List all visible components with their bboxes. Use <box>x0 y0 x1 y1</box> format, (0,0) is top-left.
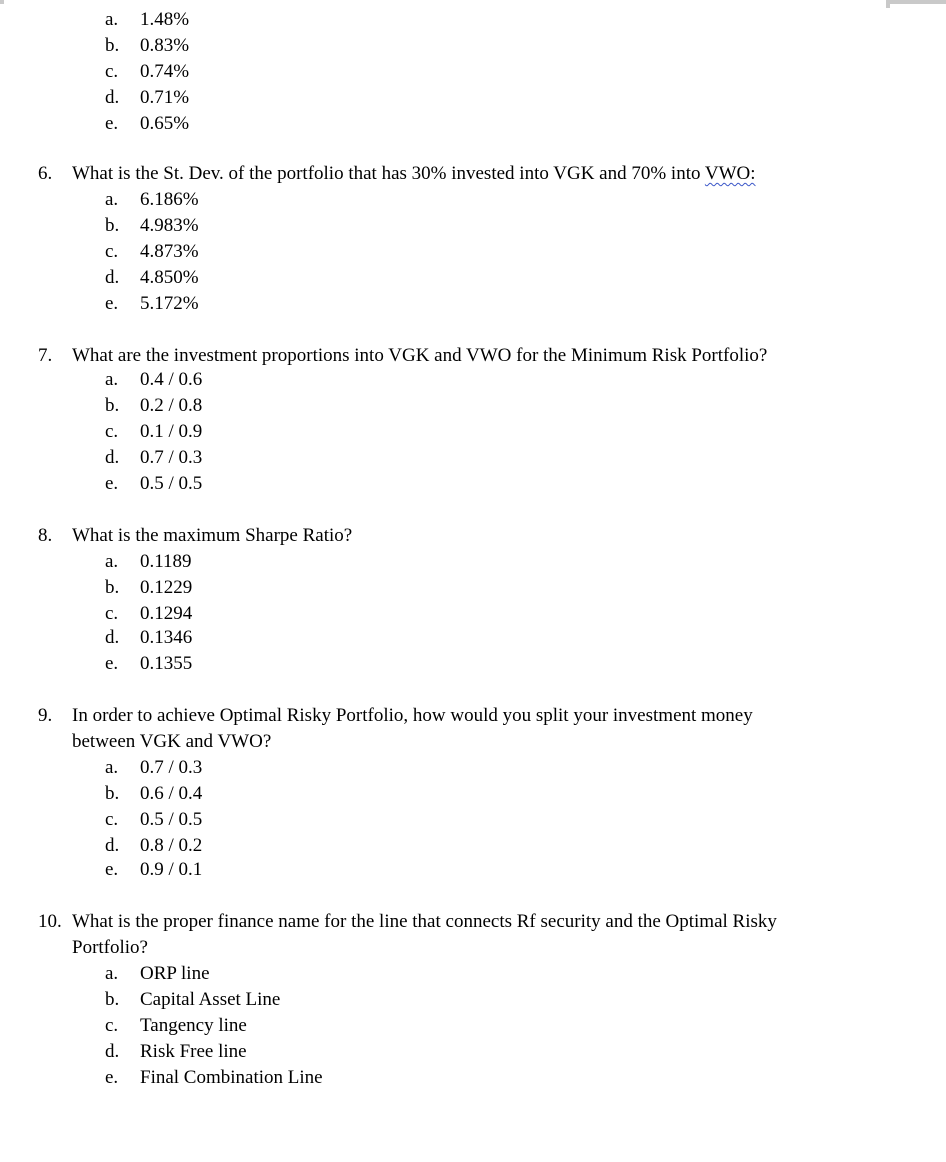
option-letter: a. <box>105 757 119 778</box>
option-letter: c. <box>105 61 119 82</box>
option-letter: b. <box>105 395 120 416</box>
option-text: 4.850% <box>140 267 199 288</box>
question-text: In order to achieve Optimal Risky Portfolio, how would you split your investment money <box>72 705 753 726</box>
option-text: 0.5 / 0.5 <box>140 809 203 830</box>
question-text: What is the maximum Sharpe Ratio? <box>72 525 353 546</box>
option-text: ORP line <box>140 963 210 984</box>
option-text: 0.71% <box>140 87 190 108</box>
option-letter: a. <box>105 369 119 390</box>
option-text: 0.74% <box>140 61 190 82</box>
question-text-main: What is the St. Dev. of the portfolio that has 30% invested into VGK and 70% into <box>72 163 705 184</box>
option-text: Risk Free line <box>140 1041 247 1062</box>
option-letter: b. <box>105 35 120 56</box>
option-letter: e. <box>105 859 119 880</box>
option-text: 4.983% <box>140 215 199 236</box>
question-text: Portfolio? <box>72 937 148 958</box>
option-letter: c. <box>105 1015 119 1036</box>
question-number: 9. <box>38 705 53 726</box>
option-letter: c. <box>105 603 119 624</box>
option-text: 0.1229 <box>140 577 193 598</box>
page-corner-mark <box>0 0 4 4</box>
option-text: 6.186% <box>140 189 199 210</box>
option-letter: e. <box>105 473 119 494</box>
option-text: 0.7 / 0.3 <box>140 447 203 468</box>
question-text: What are the investment proportions into VGK and VWO for the Minimum Risk Portfolio? <box>72 345 768 366</box>
option-text: 0.1189 <box>140 551 192 572</box>
option-text: 0.1355 <box>140 653 193 674</box>
option-letter: d. <box>105 447 120 468</box>
option-text: Final Combination Line <box>140 1067 323 1088</box>
question-number: 6. <box>38 163 53 184</box>
option-text: 0.83% <box>140 35 190 56</box>
question-text: What is the proper finance name for the line that connects Rf security and the Optimal Risky <box>72 911 777 932</box>
option-text: Tangency line <box>140 1015 247 1036</box>
page-corner-mark <box>890 0 946 4</box>
option-text: 4.873% <box>140 241 199 262</box>
option-text: 0.9 / 0.1 <box>140 859 203 880</box>
option-letter: b. <box>105 215 120 236</box>
option-letter: e. <box>105 653 119 674</box>
option-text: 0.7 / 0.3 <box>140 757 203 778</box>
question-number: 10. <box>38 911 62 932</box>
page-corner-mark <box>886 0 890 8</box>
option-text: 0.65% <box>140 113 190 134</box>
option-letter: d. <box>105 267 120 288</box>
option-text: 5.172% <box>140 293 199 314</box>
option-letter: d. <box>105 835 120 856</box>
grammar-flagged-word: VWO: <box>704 163 756 184</box>
option-text: 0.6 / 0.4 <box>140 783 203 804</box>
question-number: 7. <box>38 345 53 366</box>
option-letter: b. <box>105 989 120 1010</box>
option-text: Capital Asset Line <box>140 989 281 1010</box>
option-text: 0.4 / 0.6 <box>140 369 203 390</box>
option-letter: c. <box>105 241 119 262</box>
question-text: between VGK and VWO? <box>72 731 272 752</box>
option-letter: c. <box>105 421 119 442</box>
option-letter: e. <box>105 113 119 134</box>
option-letter: e. <box>105 293 119 314</box>
option-letter: a. <box>105 189 119 210</box>
option-text: 0.1 / 0.9 <box>140 421 203 442</box>
option-letter: d. <box>105 87 120 108</box>
option-text: 0.1346 <box>140 627 193 648</box>
option-letter: b. <box>105 783 120 804</box>
option-letter: d. <box>105 627 120 648</box>
option-text: 0.5 / 0.5 <box>140 473 203 494</box>
option-letter: b. <box>105 577 120 598</box>
option-letter: a. <box>105 9 119 30</box>
option-text: 1.48% <box>140 9 190 30</box>
option-letter: c. <box>105 809 119 830</box>
question-number: 8. <box>38 525 53 546</box>
option-text: 0.1294 <box>140 603 193 624</box>
option-letter: a. <box>105 551 119 572</box>
option-text: 0.2 / 0.8 <box>140 395 203 416</box>
option-text: 0.8 / 0.2 <box>140 835 203 856</box>
option-letter: a. <box>105 963 119 984</box>
option-letter: d. <box>105 1041 120 1062</box>
question-text <box>72 161 756 187</box>
option-letter: e. <box>105 1067 119 1088</box>
